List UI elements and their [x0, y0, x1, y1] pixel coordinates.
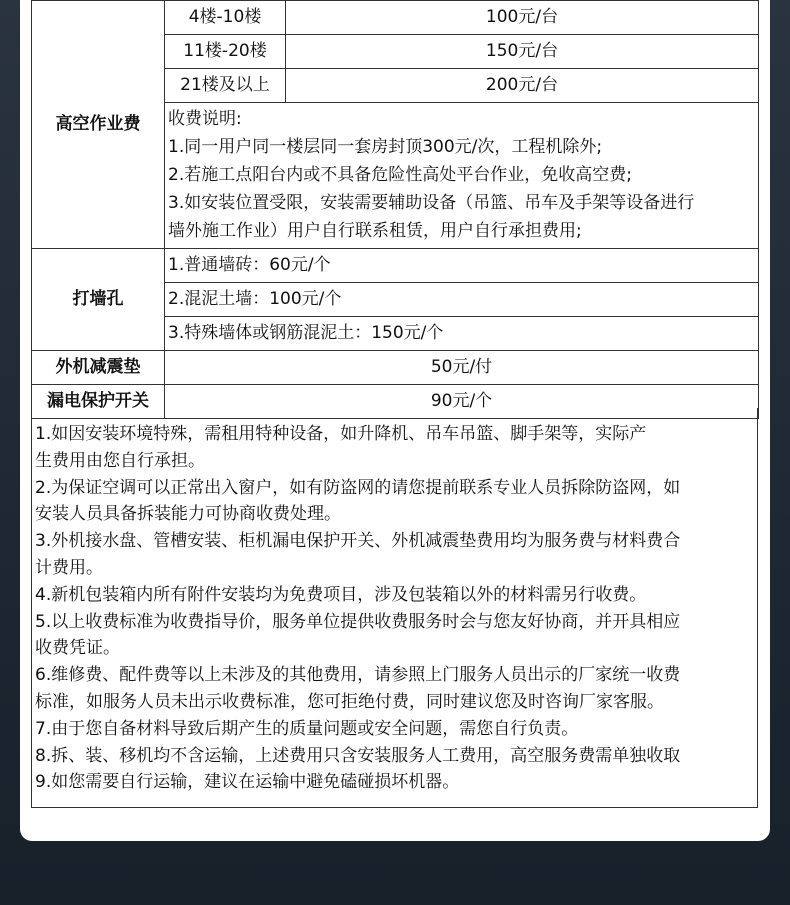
explanation-line: 3.如安装位置受限，安装需要辅助设备（吊篮、吊车及手架等设备进行	[168, 193, 695, 213]
explanation-line: 墙外施工作业）用户自行联系租赁，用户自行承担费用;	[168, 221, 582, 241]
price-cell: 100元/台	[286, 1, 759, 35]
note-line: 5.以上收费标准为收费指导价，服务单位提供收费服务时会与您友好协商，并开具相应	[35, 611, 681, 632]
table-row	[32, 351, 759, 385]
floor-range-cell: 11楼-20楼	[165, 35, 286, 69]
price-cell: 50元/付	[165, 351, 759, 385]
category-leakage-switch: 漏电保护开关	[32, 385, 165, 419]
table-row	[32, 1, 759, 35]
drilling-price-item: 2.混泥土墙：100元/个	[165, 283, 759, 317]
fee-explanation	[165, 103, 759, 249]
explanation-line: 收费说明:	[168, 109, 242, 129]
drilling-price-item: 1.普通墙砖：60元/个	[165, 249, 759, 283]
note-line: 9.如您需要自行运输，建议在运输中避免磕碰损坏机器。	[35, 772, 460, 793]
explanation-line: 2.若施工点阳台内或不具备危险性高处平台作业，免收高空费;	[168, 165, 632, 185]
notes-box	[31, 408, 758, 808]
note-line: 2.为保证空调可以正常出入窗户，如有防盗网的请您提前联系专业人员拆除防盗网，如	[35, 477, 681, 498]
content-card	[20, 0, 770, 841]
note-line: 6.维修费、配件费等以上未涉及的其他费用，请参照上门服务人员出示的厂家统一收费	[35, 665, 681, 686]
note-line: 8.拆、装、移机均不含运输，上述费用只含安装服务人工费用，高空服务费需单独收取	[35, 745, 681, 766]
price-cell: 90元/个	[165, 385, 759, 419]
category-shock-pad: 外机减震垫	[32, 351, 165, 385]
drilling-price-item: 3.特殊墙体或钢筋混泥土：150元/个	[165, 317, 759, 351]
note-line: 收费凭证。	[35, 638, 120, 659]
fee-table	[31, 0, 759, 419]
floor-range-cell: 21楼及以上	[165, 69, 286, 103]
explanation-line: 1.同一用户同一楼层同一套房封顶300元/次，工程机除外;	[168, 137, 603, 157]
note-line: 1.如因安装环境特殊，需租用特种设备，如升降机、吊车吊篮、脚手架等，实际产	[35, 424, 647, 444]
price-cell: 150元/台	[286, 35, 759, 69]
table-row	[32, 249, 759, 283]
note-line: 3.外机接水盘、管槽安装、柜机漏电保护开关、外机减震垫费用均为服务费与材料费合	[35, 531, 681, 552]
note-line: 标准，如服务人员未出示收费标准，您可拒绝付费，同时建议您及时咨询厂家客服。	[35, 691, 664, 712]
note-line: 4.新机包装箱内所有附件安装均为免费项目，涉及包装箱以外的材料需另行收费。	[35, 584, 647, 605]
note-line: 7.由于您自备材料导致后期产生的质量问题或安全问题，需您自行负责。	[35, 718, 579, 739]
category-high-altitude: 高空作业费	[32, 1, 165, 249]
floor-range-cell: 4楼-10楼	[165, 1, 286, 35]
category-wall-drilling: 打墙孔	[32, 249, 165, 351]
note-line: 计费用。	[35, 557, 103, 578]
note-line: 安装人员具备拆装能力可协商收费处理。	[35, 504, 341, 525]
note-line: 生费用由您自行承担。	[35, 450, 205, 471]
price-cell: 200元/台	[286, 69, 759, 103]
